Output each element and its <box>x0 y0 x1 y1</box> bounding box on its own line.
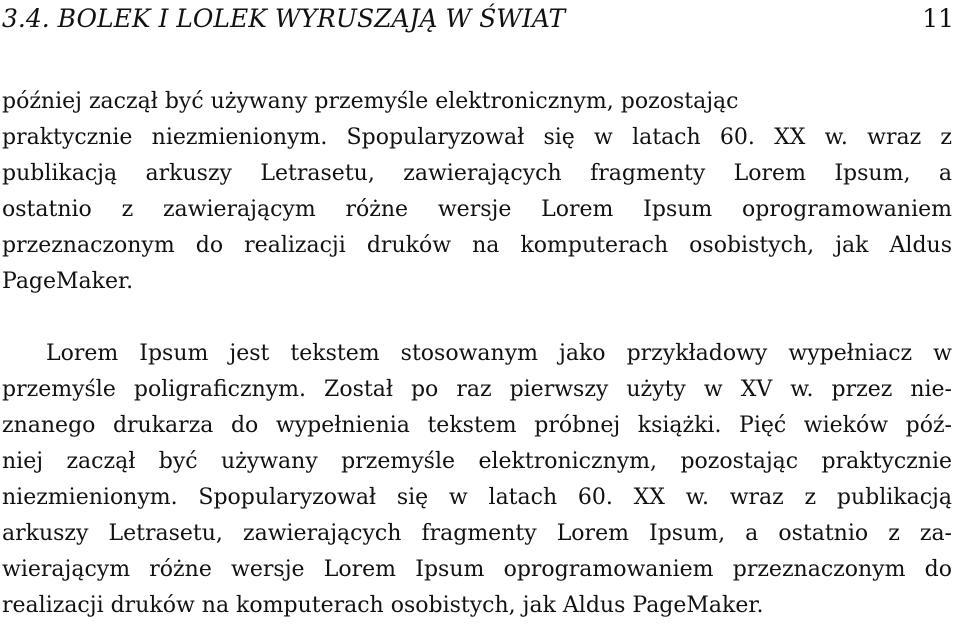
section-title: 3.4. BOLEK I LOLEK WYRUSZAJĄ W ŚWIAT <box>2 4 566 33</box>
paragraph-2 <box>2 336 952 624</box>
text-line: arkuszy Letrasetu, zawierających fragmenty Lorem Ipsum, a ostatnio z za- <box>2 521 952 546</box>
text-line: niezmienionym. Spopularyzował się w latach 60. XX w. wraz z publikacją <box>2 485 952 510</box>
text-line: wierającym różne wersje Lorem Ipsum oprogramowaniem przeznaczonym do <box>2 557 952 582</box>
text-line: Lorem Ipsum jest tekstem stosowanym jako przykładowy wypełniacz w <box>46 341 952 366</box>
text-line: realizacji druków na komputerach osobistych, jak Aldus PageMaker. <box>2 593 764 618</box>
text-line: praktycznie niezmienionym. Spopularyzował się w latach 60. XX w. wraz z <box>2 125 952 150</box>
running-head <box>2 3 954 39</box>
text-line: przemyśle poligraficznym. Został po raz pierwszy użyty w XV w. przez nie- <box>2 377 952 402</box>
page-number: 11 <box>922 4 954 33</box>
text-line: niej zaczął być używany przemyśle elektronicznym, pozostając praktycznie <box>2 449 952 474</box>
text-line: przeznaczonym do realizacji druków na komputerach osobistych, jak Aldus <box>2 233 952 258</box>
text-line: później zaczął być używany przemyśle elektronicznym, pozostając <box>2 89 739 114</box>
text-line: PageMaker. <box>2 269 134 294</box>
paragraph-1 <box>2 84 952 300</box>
text-line: publikacją arkuszy Letrasetu, zawierających fragmenty Lorem Ipsum, a <box>2 161 952 186</box>
text-line: znanego drukarza do wypełnienia tekstem próbnej książki. Pięć wieków póź- <box>2 413 952 438</box>
text-line: ostatnio z zawierającym różne wersje Lorem Ipsum oprogramowaniem <box>2 197 952 222</box>
